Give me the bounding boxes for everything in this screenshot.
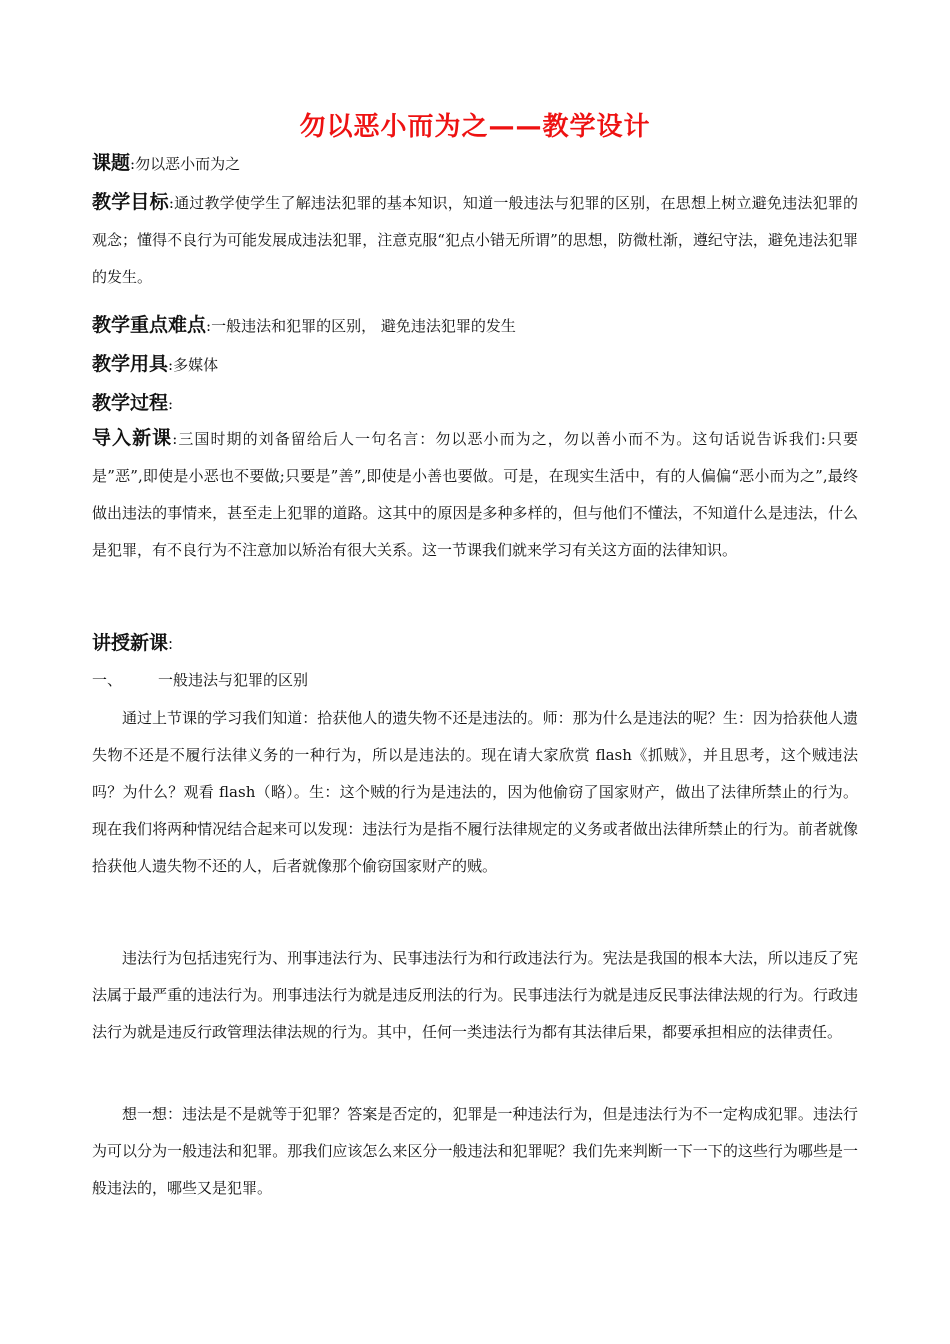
section-1-title: 一般违法与犯罪的区别 (158, 671, 309, 689)
process-colon: : (168, 395, 174, 413)
section-1-number: 一、 (92, 671, 123, 689)
key-line (92, 310, 862, 337)
goal-colon: : (168, 194, 174, 212)
paragraph-2: 违法行为包括违宪行为、刑事违法行为、民事违法行为和行政违法行为。宪法是我国的根本大法，所以违反了宪法属于最严重的违法行为。刑事违法行为就是违反刑法的行为。民事违法行为就是违反民事法律法规的行为。行政违法行为就是违反行政管理法律法规的行为。其中，任何一类违法行为都有其法律后果，都要承担相应的法律责任。 (92, 949, 858, 1041)
process-line (92, 388, 862, 415)
intro-text: 三国时期的刘备留给后人一句名言：勿以恶小而为之，勿以善小而不为。这句话说告诉我们:只要是”恶”,即使是小恶也不要做;只要是”善”,即使是小善也要做。可是，在现实生活中，有的人偏偏“恶小而为之”,最终做出违法的事情来，甚至走上犯罪的道路。这其中的原因是多种多样的，但与他们不懂法，不知道什么是违法，什么是犯罪，有不良行为不注意加以矫治有很大关系。这一节课我们就来学习有关这方面的法律知识。 (92, 430, 858, 559)
tools-line (92, 349, 862, 376)
paragraph-3: 想一想：违法是不是就等于犯罪？答案是否定的，犯罪是一种违法行为，但是违法行为不一定构成犯罪。违法行为可以分为一般违法和犯罪。那我们应该怎么来区分一般违法和犯罪呢？我们先来判断一下一下的这些行为哪些是一般违法的，哪些又是犯罪。 (92, 1105, 858, 1197)
process-label: 教学过程 (92, 392, 169, 414)
topic-line (92, 148, 862, 175)
intro-paragraph (92, 420, 858, 569)
teach-heading (92, 628, 173, 655)
paragraph-1: 通过上节课的学习我们知道：拾获他人的遗失物不还是违法的。师：那为什么是违法的呢？生：因为拾获他人遗失物不还是不履行法律义务的一种行为，所以是违法的。现在请大家欣赏 flash《抓贼》，并且思考，这个贼违法吗？为什么？观看 flash（略）。生：这个贼的行为是违法的，因为他偷窃了国家财产，做出了法律所禁止的行为。现在我们将两种情况结合起来可以发现：违法行为是指不履行法律规定的义务或者做出法律所禁止的行为。前者就像拾获他人遗失物不还的人，后者就像那个偷窃国家财产的贼。 (92, 709, 858, 875)
tools-value: 多媒体 (173, 356, 219, 374)
key-colon: : (206, 317, 212, 335)
topic-value: 勿以恶小而为之 (135, 155, 241, 173)
intro-label: 导入新课 (92, 427, 173, 449)
key-label: 教学重点难点 (92, 314, 207, 336)
topic-label: 课题 (92, 152, 131, 174)
teach-colon: : (168, 635, 174, 653)
teach-label: 讲授新课 (92, 632, 169, 654)
goal-text: 通过教学使学生了解违法犯罪的基本知识，知道一般违法与犯罪的区别，在思想上树立避免违法犯罪的观念；懂得不良行为可能发展成违法犯罪，注意克服“犯点小错无所谓”的思想，防微杜渐，遵纪守法，避免违法犯罪的发生。 (92, 194, 858, 286)
key-value: 一般违法和犯罪的区别， 避免违法犯罪的发生 (211, 317, 516, 335)
document-title: 勿以恶小而为之——教学设计 (299, 112, 651, 142)
tools-label: 教学用具 (92, 353, 169, 375)
intro-colon: : (172, 430, 178, 448)
goal-paragraph (92, 184, 858, 296)
section-1-heading (92, 669, 308, 690)
goal-label: 教学目标 (92, 191, 169, 213)
topic-colon: : (130, 155, 136, 173)
tools-colon: : (168, 356, 174, 374)
